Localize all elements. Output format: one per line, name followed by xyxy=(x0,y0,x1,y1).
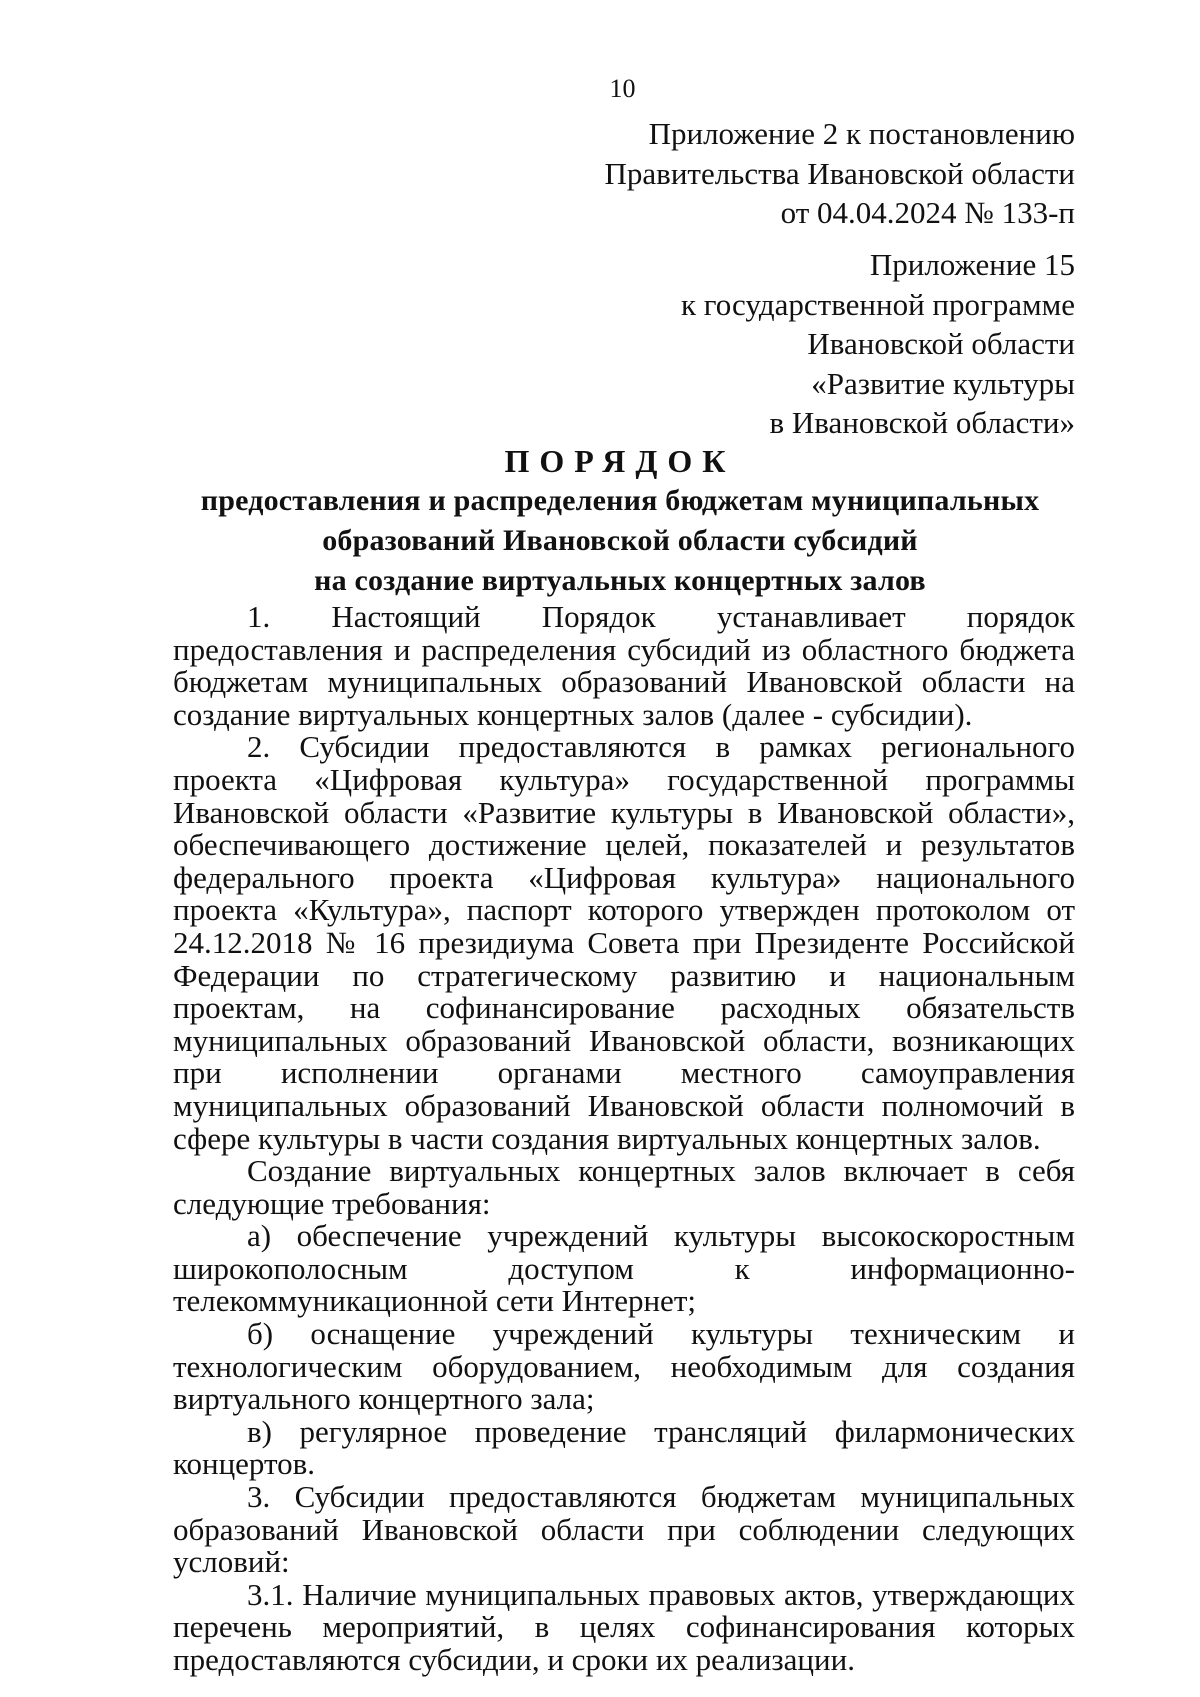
paragraph-requirements-intro: Создание виртуальных концертных залов включает в себя следующие требования: xyxy=(173,1153,1075,1221)
page-number: 10 xyxy=(609,74,636,103)
appendix-program-line: Приложение 15 xyxy=(869,247,1075,282)
appendix-program-line: Ивановской области xyxy=(807,326,1075,361)
appendix-decree-line: Правительства Ивановской области xyxy=(604,155,1075,191)
title-main: ПОРЯДОК xyxy=(504,443,736,479)
title-subtitle-line: образований Ивановской области субсидий xyxy=(322,524,918,557)
document-body xyxy=(173,601,1075,1677)
appendix-decree-line: Приложение 2 к постановлению xyxy=(648,116,1075,151)
appendix-program-reference xyxy=(681,245,1075,443)
paragraph-3-1: 3.1. Наличие муниципальных правовых актов, утверждающих перечень мероприятий, в целях софинансирования которых предоставляются субсидии, и сроки их реализации. xyxy=(173,1576,1075,1677)
requirement-b: б) оснащение учреждений культуры техническим и технологическим оборудованием, необходимым для создания виртуального концертного зала; xyxy=(173,1316,1075,1417)
requirement-v: в) регулярное проведение трансляций филармонических концертов. xyxy=(173,1413,1075,1482)
appendix-program-line: «Развитие культуры xyxy=(811,365,1075,401)
paragraph-1: 1. Настоящий Порядок устанавливает порядок предоставления и распределения субсидий из областного бюджета бюджетам муниципальных образований Ивановской области на создание виртуальных концертных залов (далее - субсидии). xyxy=(173,599,1075,732)
appendix-decree-line: от 04.04.2024 № 133-п xyxy=(780,195,1075,230)
document-title xyxy=(170,441,1070,601)
paragraph-2: 2. Субсидии предоставляются в рамках регионального проекта «Цифровая культура» государственной программы Ивановской области «Развитие культуры в Ивановской области», обеспечивающего достижение целей, показателей и результатов федерального проекта «Цифровая культура» национального проекта «Культура», паспорт которого утвержден протоколом от 24.12.2018 № 16 президиума Совета при Президенте Российской Федерации по стратегическому развитию и национальным проектам, на софинансирование расходных обязательств муниципальных образований Ивановской области, возникающих при исполнении органами местного самоуправления муниципальных образований Ивановской области полномочий в сфере культуры в части создания виртуальных концертных залов. xyxy=(173,729,1075,1156)
appendix-program-line: к государственной программе xyxy=(680,286,1075,322)
appendix-program-line: в Ивановской области» xyxy=(769,405,1075,440)
appendix-decree-reference xyxy=(605,114,1075,233)
title-subtitle-line: на создание виртуальных концертных залов xyxy=(314,564,926,597)
paragraph-3: 3. Субсидии предоставляются бюджетам муниципальных образований Ивановской области при соблюдении следующих условий: xyxy=(173,1479,1075,1580)
requirement-a: а) обеспечение учреждений культуры высокоскоростным широкополосным доступом к информационно-телекоммуникационной сети Интернет; xyxy=(173,1218,1075,1319)
title-subtitle-line: предоставления и распределения бюджетам муниципальных xyxy=(200,484,1040,517)
